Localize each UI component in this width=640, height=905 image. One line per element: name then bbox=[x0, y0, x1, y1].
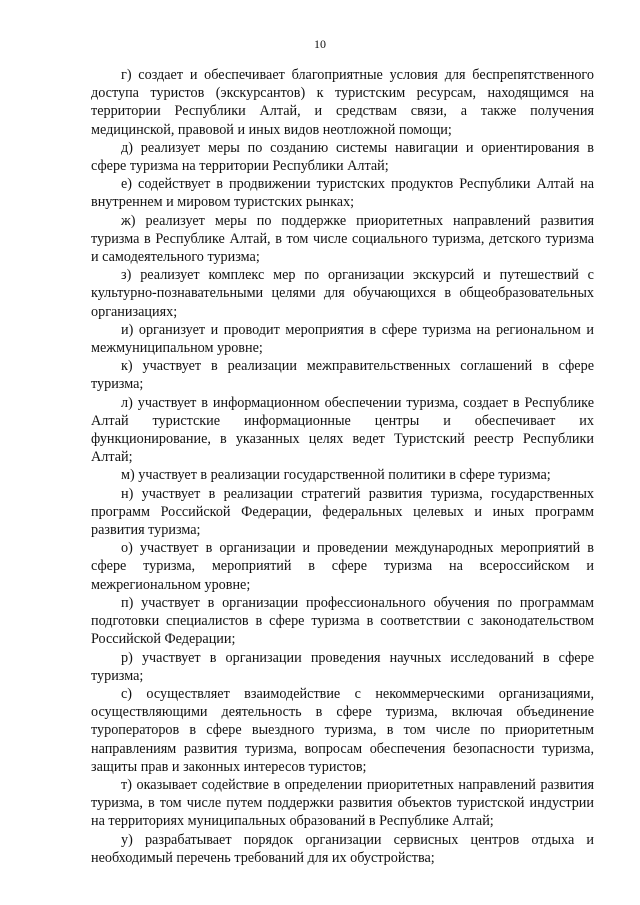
paragraph-g: г) создает и обеспечивает благоприятные условия для беспрепятственного доступа туристов (экскурсантов) к туристским ресурсам, находящимся на территории Республики Алтай, и средствам связи, а также получения медицинской, правовой и иных видов неотложной помощи; bbox=[91, 67, 594, 138]
paragraph-r: р) участвует в организации проведения научных исследований в сфере туризма; bbox=[91, 649, 594, 684]
document-body bbox=[91, 66, 594, 867]
paragraph-k: к) участвует в реализации межправительственных соглашений в сфере туризма; bbox=[91, 358, 594, 393]
paragraph-p: п) участвует в организации профессионального обучения по программам подготовки специалистов в сфере туризма в соответствии с законодательством Российской Федерации; bbox=[91, 594, 594, 648]
paragraph-l: л) участвует в информационном обеспечении туризма, создает в Республике Алтай туристские информационные центры и обеспечивает их функционирование, в указанных целях ведет Туристский реестр Республики Алтай; bbox=[91, 394, 594, 466]
paragraph-u: у) разрабатывает порядок организации сервисных центров отдыха и необходимый перечень требований для их обустройства; bbox=[91, 831, 594, 866]
page-number: 10 bbox=[314, 37, 326, 51]
paragraph-m: м) участвует в реализации государственной политики в сфере туризма; bbox=[121, 467, 551, 484]
paragraph-o: о) участвует в организации и проведении международных мероприятий в сфере туризма, мероприятий в сфере туризма на всероссийском и межрегиональном уровне; bbox=[91, 540, 594, 593]
paragraph-s: с) осуществляет взаимодействие с некоммерческими организациями, осуществляющими деятельность в сфере туризма, включая объединение туроператоров в сфере выездного туризма, в том числе по приоритетным направлениям развития туризма, вопросам обеспечения безопасности туризма, защиты прав и законных интересов туристов; bbox=[91, 685, 594, 775]
paragraph-n: н) участвует в реализации стратегий развития туризма, государственных программ Российской Федерации, федеральных целевых и иных программ развития туризма; bbox=[91, 485, 594, 539]
paragraph-d: д) реализует меры по созданию системы навигации и ориентирования в сфере туризма на территории Республики Алтай; bbox=[91, 139, 594, 175]
paragraph-e: е) содействует в продвижении туристских продуктов Республики Алтай на внутреннем и мировом туристских рынках; bbox=[91, 176, 594, 211]
paragraph-i: и) организует и проводит мероприятия в сфере туризма на региональном и межмуниципальном уровне; bbox=[91, 321, 594, 357]
paragraph-z: з) реализует комплекс мер по организации экскурсий и путешествий с культурно-познавательными целями для обучающихся в общеобразовательных организациях; bbox=[91, 267, 594, 320]
paragraph-zh: ж) реализует меры по поддержке приоритетных направлений развития туризма в Республике Алтай, в том числе социального туризма, детского туризма и самодеятельного туризма; bbox=[91, 212, 594, 266]
paragraph-t: т) оказывает содействие в определении приоритетных направлений развития туризма, в том числе путем поддержки развития объектов туристской индустрии на территориях муниципальных образований в Республике Алтай; bbox=[91, 776, 594, 830]
